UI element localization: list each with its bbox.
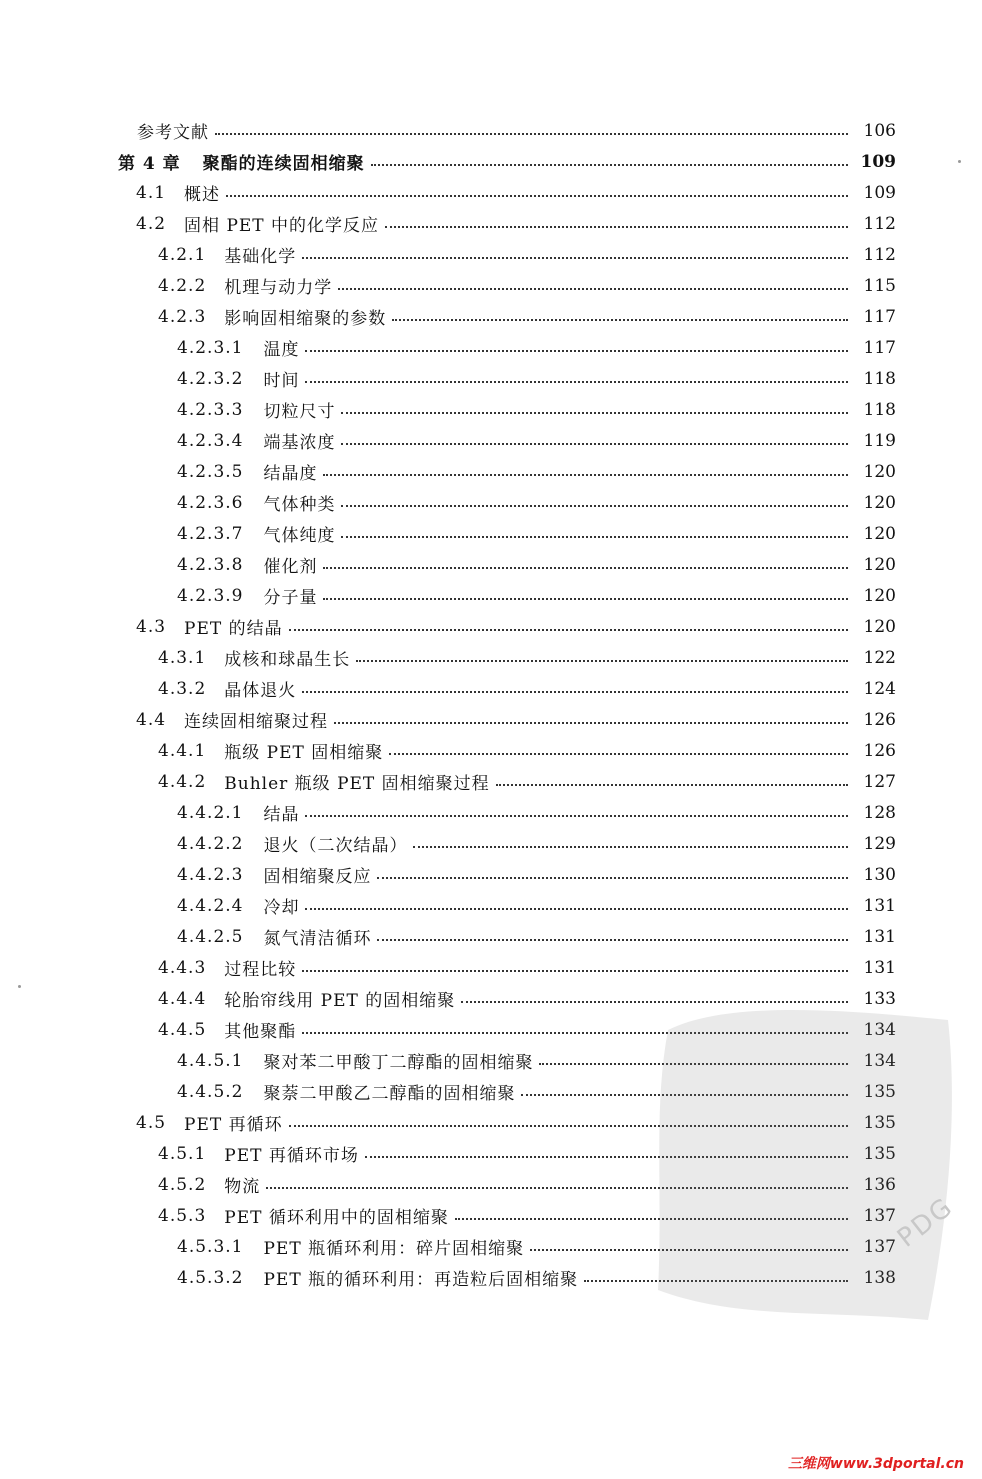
toc-entry-title: 影响固相缩聚的参数 (224, 309, 387, 329)
toc-entry-page: 119 (863, 430, 896, 451)
toc-entry (0, 642, 982, 673)
toc-entry-page: 120 (863, 554, 896, 575)
toc-entry-title: 结晶度 (263, 464, 318, 484)
toc-entry-page: 120 (863, 616, 896, 637)
site-banner[interactable]: 三维网www.3dportal.cn (787, 1456, 964, 1472)
dot-leader (266, 1187, 848, 1189)
toc-entry-page: 137 (863, 1236, 896, 1257)
toc-entry-title: 聚酯的连续固相缩聚 (202, 154, 365, 174)
toc-entry-page: 135 (863, 1112, 896, 1133)
toc-entry-page: 130 (863, 864, 896, 885)
dot-leader (389, 753, 848, 755)
toc-entry-page: 118 (863, 368, 896, 389)
toc-entry (0, 1138, 982, 1169)
toc-entry (0, 301, 982, 332)
toc-entry (0, 1200, 982, 1231)
toc-entry-number: 4.4.3 (158, 957, 207, 978)
toc-entry-title: 聚萘二甲酸乙二醇酯的固相缩聚 (263, 1084, 516, 1104)
toc-entry-number: 4.2.3.6 (177, 492, 244, 513)
toc-entry-title: 过程比较 (224, 960, 297, 980)
dot-leader (521, 1094, 848, 1096)
toc-entry-title: 氮气清洁循环 (263, 929, 372, 949)
toc-entry-page: 133 (863, 988, 896, 1009)
toc-entry (0, 673, 982, 704)
toc-entry-number: 4.4.4 (158, 988, 207, 1009)
dot-leader (341, 412, 848, 414)
toc-entry-number: 4.2.1 (158, 244, 207, 265)
dot-leader (289, 629, 848, 631)
dot-leader (302, 257, 848, 259)
toc-entry-title: PET 的结晶 (184, 619, 283, 639)
toc-entry (0, 177, 982, 208)
dot-leader (377, 877, 848, 879)
toc-entry-number: 4.2.3.9 (177, 585, 244, 606)
dot-leader (356, 660, 848, 662)
toc-entry-number: 4.4.2.4 (177, 895, 244, 916)
toc-entry-number: 4.2.3.1 (177, 337, 244, 358)
toc-entry (0, 146, 982, 177)
toc-entry (0, 983, 982, 1014)
toc-entry (0, 487, 982, 518)
toc-entry-title: 气体种类 (263, 495, 336, 515)
toc-entry-number: 4.2.3.8 (177, 554, 244, 575)
dot-leader (334, 722, 848, 724)
toc-entry-title: Buhler 瓶级 PET 固相缩聚过程 (224, 774, 490, 794)
watermark-text: PDG (892, 1191, 960, 1254)
toc-entry-number: 4.2.2 (158, 275, 207, 296)
toc-entry-page: 112 (863, 213, 896, 234)
toc-entry-page: 135 (863, 1143, 896, 1164)
toc-entry (0, 363, 982, 394)
dot-leader (341, 536, 848, 538)
toc-entry-title: 瓶级 PET 固相缩聚 (224, 743, 384, 763)
dot-leader (323, 474, 848, 476)
toc-entry-number: 4.3 (136, 616, 167, 637)
toc-entry (0, 611, 982, 642)
toc-entry-page: 129 (863, 833, 896, 854)
toc-entry-title: 机理与动力学 (224, 278, 333, 298)
toc-entry (0, 425, 982, 456)
toc-entry-title: 参考文献 (137, 123, 209, 143)
toc-entry (0, 208, 982, 239)
dot-leader (302, 1032, 848, 1034)
toc-entry-page: 120 (863, 523, 896, 544)
toc-entry-title: 物流 (224, 1177, 261, 1197)
toc-entry-title: 时间 (263, 371, 300, 391)
dot-leader (341, 443, 848, 445)
dot-leader (323, 567, 848, 569)
toc-entry (0, 952, 982, 983)
toc-entry-number: 4.2.3.4 (177, 430, 244, 451)
toc-entry (0, 270, 982, 301)
toc-entry-title: 分子量 (263, 588, 318, 608)
toc-entry-title: 端基浓度 (263, 433, 336, 453)
toc-entry-title: PET 瓶的循环利用：再造粒后固相缩聚 (263, 1270, 579, 1290)
toc-entry-number: 4.4.2.2 (177, 833, 244, 854)
toc-entry (0, 921, 982, 952)
toc-entry (0, 890, 982, 921)
toc-entry-page: 109 (860, 151, 896, 172)
toc-entry-page: 131 (863, 926, 896, 947)
dot-leader (461, 1001, 848, 1003)
toc-entry-page: 138 (863, 1267, 896, 1288)
toc-entry-number: 4.5 (136, 1112, 167, 1133)
toc-entry-title: 温度 (263, 340, 300, 360)
toc-entry (0, 1169, 982, 1200)
toc-entry-number: 4.2.3.7 (177, 523, 244, 544)
toc-entry-page: 131 (863, 957, 896, 978)
toc-entry-page: 134 (863, 1019, 896, 1040)
dot-leader (385, 226, 848, 228)
toc-entry-page: 128 (863, 802, 896, 823)
toc-entry (0, 394, 982, 425)
toc-entry-page: 120 (863, 492, 896, 513)
dot-leader (323, 598, 848, 600)
toc-entry (0, 735, 982, 766)
toc-entry-title: 结晶 (263, 805, 300, 825)
toc-entry (0, 332, 982, 363)
dot-leader (215, 133, 848, 135)
toc-entry (0, 115, 982, 146)
toc-entry-title: 冷却 (263, 898, 300, 918)
toc-entry-number: 4.4.2.1 (177, 802, 244, 823)
toc-entry-title: 晶体退火 (224, 681, 297, 701)
toc-entry-page: 134 (863, 1050, 896, 1071)
dot-leader (539, 1063, 848, 1065)
toc-entry-number: 4.5.3 (158, 1205, 207, 1226)
dot-leader (302, 970, 848, 972)
toc-entry-title: 固相缩聚反应 (263, 867, 372, 887)
toc-entry (0, 580, 982, 611)
toc-entry (0, 1014, 982, 1045)
toc-entry-title: 基础化学 (224, 247, 297, 267)
toc-entry (0, 1231, 982, 1262)
toc-entry-page: 122 (863, 647, 896, 668)
toc-entry-title: 成核和球晶生长 (224, 650, 351, 670)
dot-leader (302, 691, 848, 693)
toc-entry-page: 106 (863, 120, 896, 141)
toc-entry-number: 4.2.3.5 (177, 461, 244, 482)
toc-entry (0, 239, 982, 270)
toc-entry (0, 518, 982, 549)
toc-entry-page: 126 (863, 709, 896, 730)
toc-entry-page: 112 (863, 244, 896, 265)
toc-entry-page: 131 (863, 895, 896, 916)
toc-entry-page: 135 (863, 1081, 896, 1102)
toc-entry-title: 固相 PET 中的化学反应 (184, 216, 380, 236)
toc-entry-number: 4.1 (136, 182, 167, 203)
toc-entry-title: 其他聚酯 (224, 1022, 297, 1042)
toc-entry-number: 4.4.5.2 (177, 1081, 244, 1102)
dot-leader (530, 1249, 848, 1251)
toc-entry-title: PET 循环利用中的固相缩聚 (224, 1208, 449, 1228)
toc-entry-number: 4.5.2 (158, 1174, 207, 1195)
toc-entry-page: 126 (863, 740, 896, 761)
toc-entry-number: 4.3.2 (158, 678, 207, 699)
toc-entry-page: 109 (863, 182, 896, 203)
toc-entry-number: 第 4 章 (118, 154, 181, 174)
toc-entry-title: PET 再循环 (184, 1115, 283, 1135)
dot-leader (338, 288, 848, 290)
dot-leader (305, 350, 848, 352)
dot-leader (226, 195, 848, 197)
toc-entry-page: 118 (863, 399, 896, 420)
toc-entry-page: 117 (863, 306, 896, 327)
toc-entry-number: 4.4.5 (158, 1019, 207, 1040)
toc-entry (0, 1076, 982, 1107)
toc-entry-title: 概述 (184, 185, 221, 205)
dot-leader (584, 1280, 848, 1282)
toc-entry-page: 120 (863, 461, 896, 482)
toc-entry-page: 137 (863, 1205, 896, 1226)
dot-leader (392, 319, 848, 321)
dot-leader (377, 939, 848, 941)
toc-entry-page: 117 (863, 337, 896, 358)
dot-leader (413, 846, 848, 848)
toc-entry-number: 4.2 (136, 213, 167, 234)
toc-entry-page: 124 (863, 678, 896, 699)
toc-entry (0, 859, 982, 890)
toc-entry-number: 4.4.1 (158, 740, 207, 761)
toc-entry (0, 766, 982, 797)
scan-speck (18, 985, 21, 988)
dot-leader (305, 381, 848, 383)
toc-entry-title: 催化剂 (263, 557, 318, 577)
toc-entry-number: 4.5.3.2 (177, 1267, 244, 1288)
toc-entry-number: 4.5.3.1 (177, 1236, 244, 1257)
toc-entry (0, 828, 982, 859)
dot-leader (455, 1218, 848, 1220)
toc-entry (0, 704, 982, 735)
toc-entry (0, 456, 982, 487)
toc-entry-number: 4.4.2 (158, 771, 207, 792)
dot-leader (305, 815, 848, 817)
toc-entry-title: 气体纯度 (263, 526, 336, 546)
dot-leader (305, 908, 848, 910)
toc-entry (0, 1045, 982, 1076)
dot-leader (371, 164, 848, 166)
toc-entry-title: 退火（二次结晶） (263, 836, 408, 856)
toc-entry-number: 4.4.5.1 (177, 1050, 244, 1071)
toc-entry-number: 4.3.1 (158, 647, 207, 668)
toc-entry-number: 4.2.3.3 (177, 399, 244, 420)
toc-entry-number: 4.5.1 (158, 1143, 207, 1164)
toc-entry-number: 4.2.3 (158, 306, 207, 327)
scan-speck (958, 160, 961, 163)
toc-entry (0, 1107, 982, 1138)
toc-entry-title: PET 再循环市场 (224, 1146, 359, 1166)
toc-entry (0, 797, 982, 828)
toc-entry-page: 136 (863, 1174, 896, 1195)
toc-entry-title: PET 瓶循环利用：碎片固相缩聚 (263, 1239, 525, 1259)
toc-entry-page: 115 (863, 275, 896, 296)
toc-entry-number: 4.4 (136, 709, 167, 730)
toc-entry-number: 4.4.2.3 (177, 864, 244, 885)
table-of-contents (0, 115, 982, 1293)
dot-leader (341, 505, 848, 507)
toc-entry-page: 120 (863, 585, 896, 606)
toc-entry-number: 4.4.2.5 (177, 926, 244, 947)
toc-entry-title: 连续固相缩聚过程 (184, 712, 329, 732)
dot-leader (365, 1156, 848, 1158)
toc-entry-title: 切粒尺寸 (263, 402, 336, 422)
toc-entry-page: 127 (863, 771, 896, 792)
toc-entry-title: 轮胎帘线用 PET 的固相缩聚 (224, 991, 456, 1011)
dot-leader (289, 1125, 848, 1127)
dot-leader (496, 784, 848, 786)
toc-entry-number: 4.2.3.2 (177, 368, 244, 389)
toc-entry-title: 聚对苯二甲酸丁二醇酯的固相缩聚 (263, 1053, 534, 1073)
toc-entry (0, 1262, 982, 1293)
toc-entry (0, 549, 982, 580)
